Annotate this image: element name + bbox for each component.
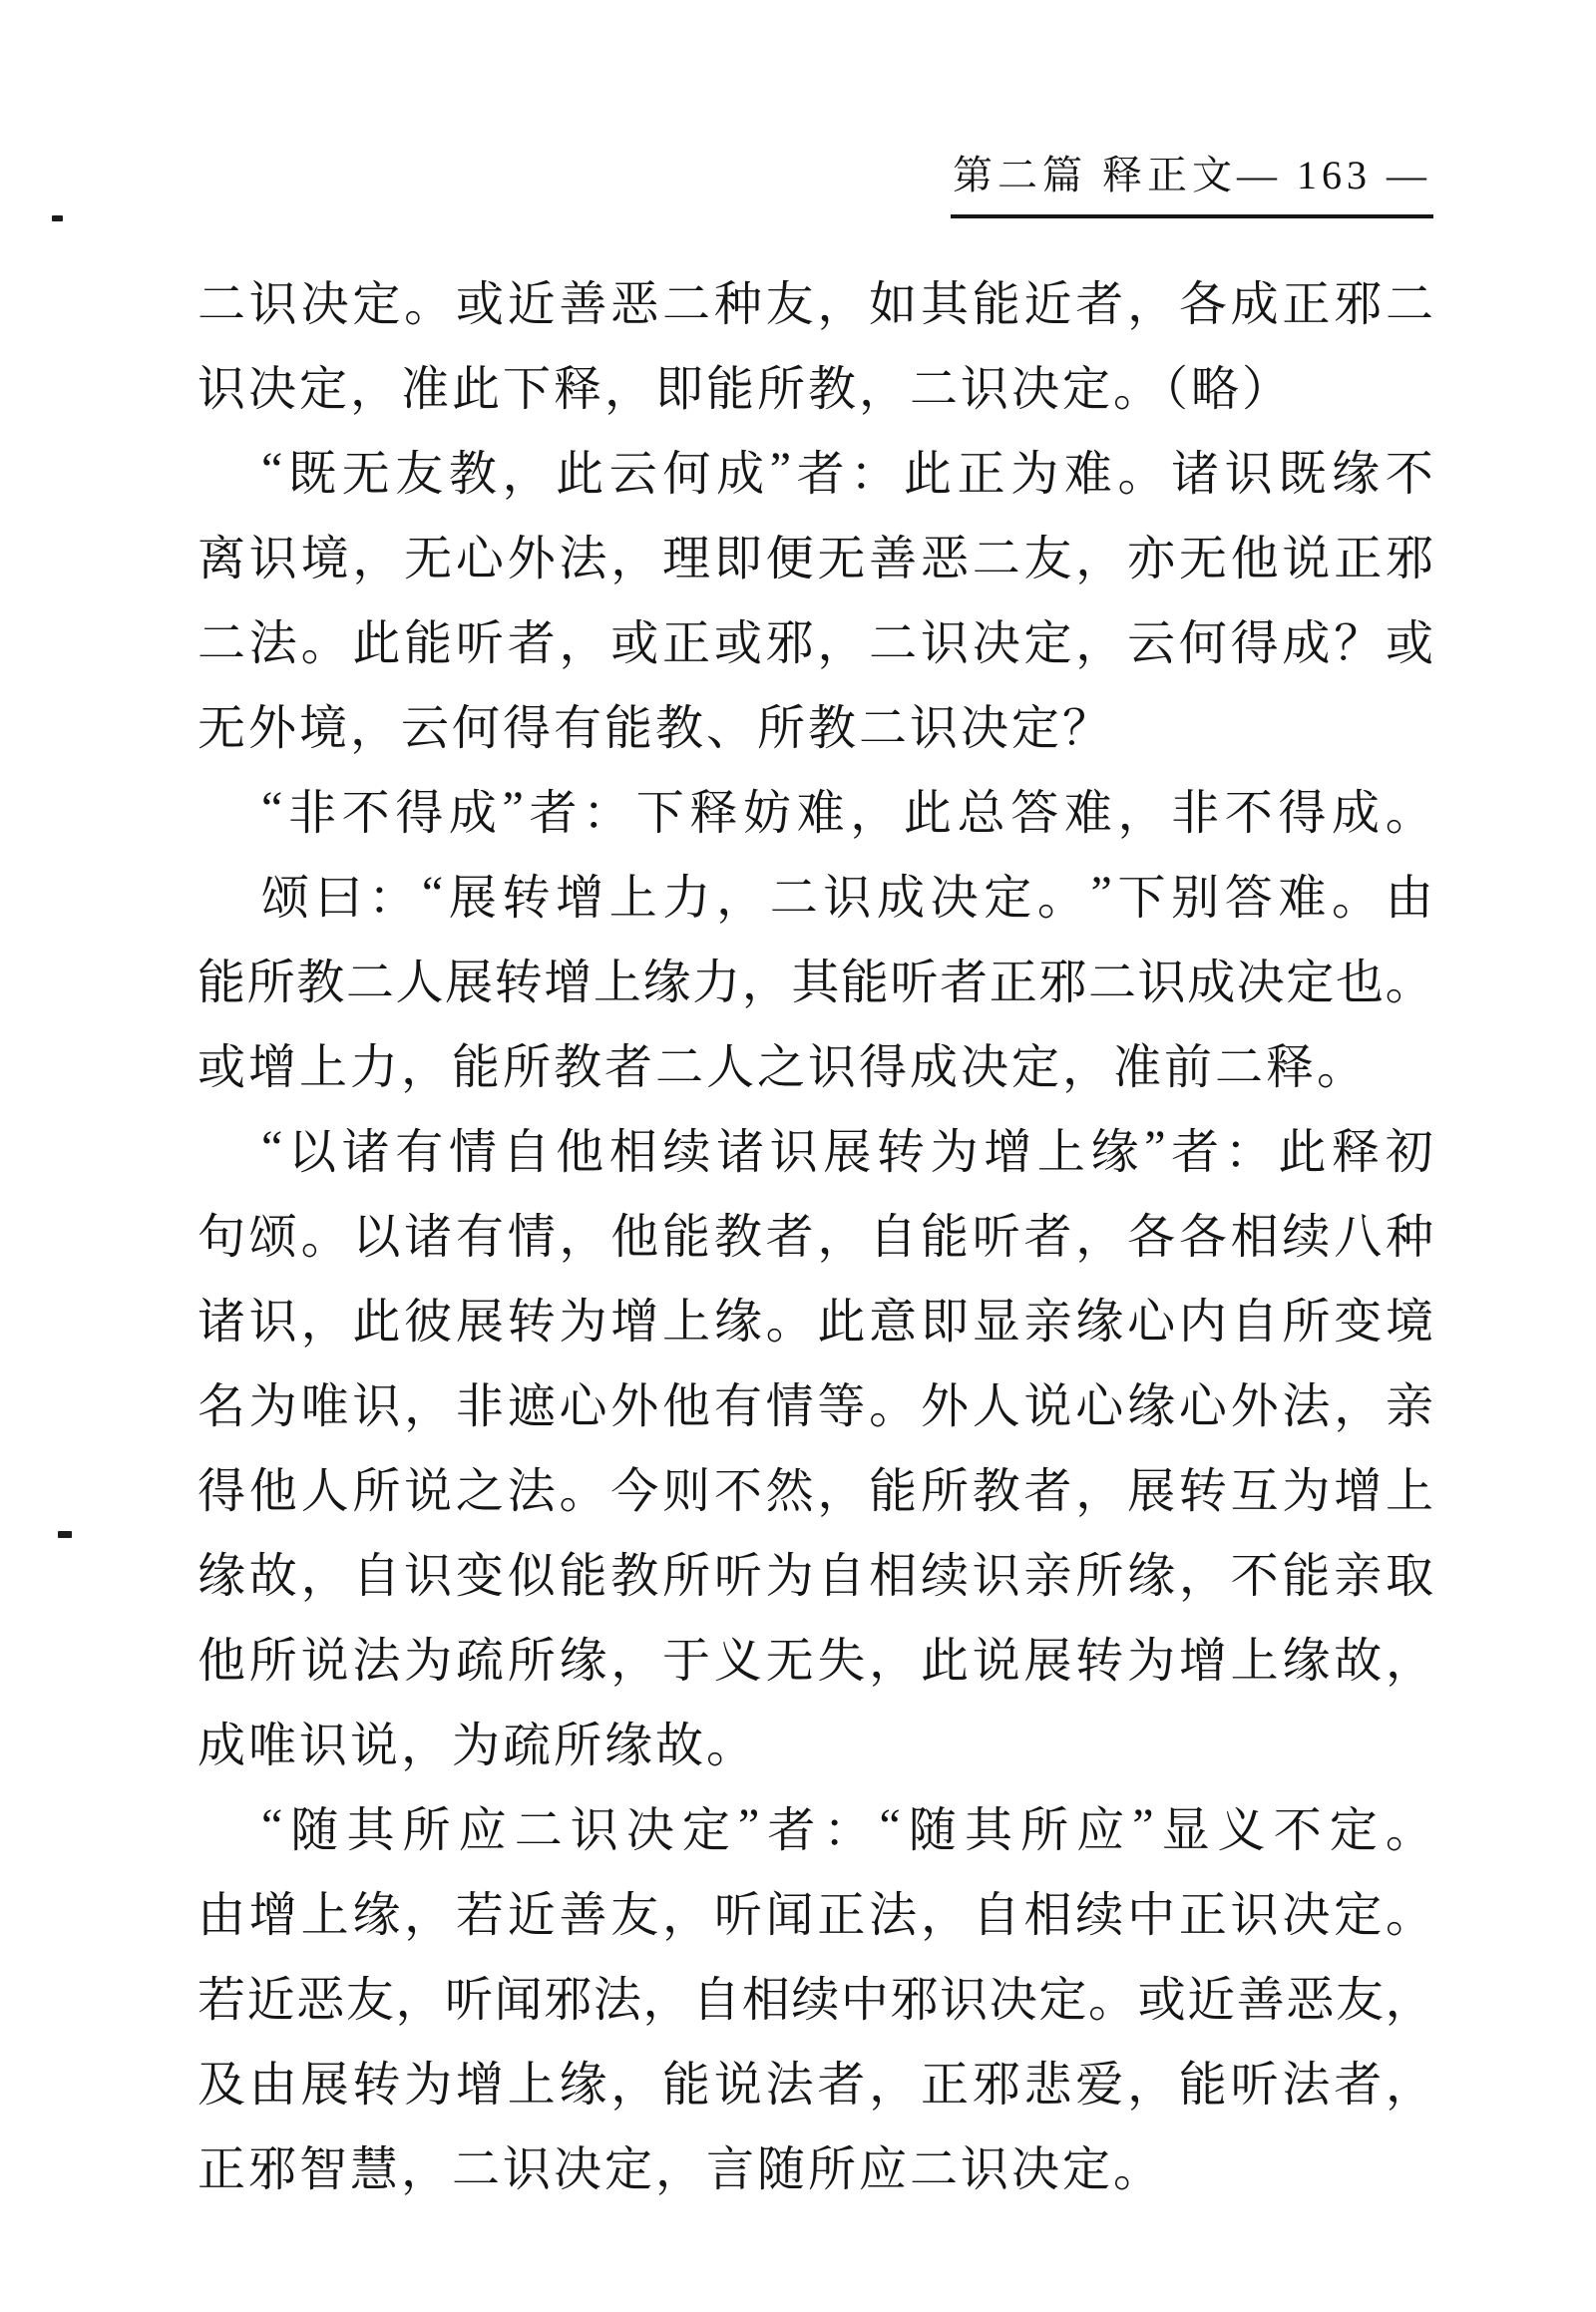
text-line: 二 识 决 定 。 或 近 善 恶 二 种 友 ， 如 其 能 近 者 ， 各 成 正 邪 二	[198, 278, 1433, 331]
text-line: 正邪智慧，二识决定，言随所应二识决定。	[198, 2143, 1165, 2196]
header-rule	[951, 214, 1433, 218]
text-line: 颂 曰 ： “ 展 转 增 上 力 ， 二 识 成 决 定 。 ” 下 别 答 难 。 由	[261, 867, 1433, 925]
running-head-title: 第二篇 释正文— 163 —	[953, 153, 1431, 197]
text-line: “ 非 不 得 成 ” 者 ： 下 释 妨 难 ， 此 总 答 难 ， 非 不 得 成 。	[261, 782, 1433, 840]
text-line: 若 近 恶 友 ， 听 闻 邪 法 ， 自 相 续 中 邪 识 决 定 。 或 近 善 恶 友 ，	[198, 1974, 1433, 2027]
text-line: 及 由 展 转 为 增 上 缘 ， 能 说 法 者 ， 正 邪 悲 爱 ， 能 听 法 者 ，	[198, 2059, 1433, 2112]
text-line: “ 随 其 所 应 二 识 决 定 ” 者 ： “ 随 其 所 应 ” 显 义 不 定 。	[261, 1799, 1433, 1857]
text-line: 能 所 教 二 人 展 转 增 上 缘 力 ， 其 能 听 者 正 邪 二 识 成 决 定 也 。	[198, 957, 1433, 1009]
text-line: 二 法 。 此 能 听 者 ， 或 正 或 邪 ， 二 识 决 定 ， 云 何 得 成 ？ 或	[198, 617, 1433, 670]
text-line: 识决定，准此下释，即能所教，二识决定。（略）	[198, 363, 1294, 416]
text-line: “ 以 诸 有 情 自 他 相 续 诸 识 展 转 为 增 上 缘 ” 者 ： 此 释 初	[261, 1121, 1433, 1179]
text-line: 名 为 唯 识 ， 非 遮 心 外 他 有 情 等 。 外 人 说 心 缘 心 外 法 ， 亲	[198, 1380, 1433, 1433]
text-line: 缘 故 ， 自 识 变 似 能 教 所 听 为 自 相 续 识 亲 所 缘 ， 不 能 亲 取	[198, 1550, 1433, 1603]
text-line: 得 他 人 所 说 之 法 。 今 则 不 然 ， 能 所 教 者 ， 展 转 互 为 增 上	[198, 1465, 1433, 1518]
scan-speck	[52, 215, 63, 221]
text-line: 离 识 境 ， 无 心 外 法 ， 理 即 便 无 善 恶 二 友 ， 亦 无 他 说 正 邪	[198, 533, 1433, 585]
scan-speck	[58, 1531, 72, 1538]
text-line: “ 既 无 友 教 ， 此 云 何 成 ” 者 ： 此 正 为 难 。 诸 识 既 缘 不	[261, 443, 1433, 501]
text-line: 诸 识 ， 此 彼 展 转 为 增 上 缘 。 此 意 即 显 亲 缘 心 内 自 所 变 境	[198, 1296, 1433, 1349]
text-line: 成唯识说，为疏所缘故。	[198, 1720, 758, 1772]
text-line: 句 颂 。 以 诸 有 情 ， 他 能 教 者 ， 自 能 听 者 ， 各 各 相 续 八 种	[198, 1211, 1433, 1264]
text-line: 他 所 说 法 为 疏 所 缘 ， 于 义 无 失 ， 此 说 展 转 为 增 上 缘 故 ，	[198, 1635, 1433, 1688]
text-line: 由 增 上 缘 ， 若 近 善 友 ， 听 闻 正 法 ， 自 相 续 中 正 识 决 定 。	[198, 1889, 1433, 1942]
page-header	[951, 144, 1433, 218]
text-line: 无外境，云何得有能教、所教二识决定？	[198, 702, 1114, 755]
body-text	[198, 257, 1433, 2207]
text-line: 或增上力，能所教者二人之识得成决定，准前二释。	[198, 1041, 1369, 1094]
